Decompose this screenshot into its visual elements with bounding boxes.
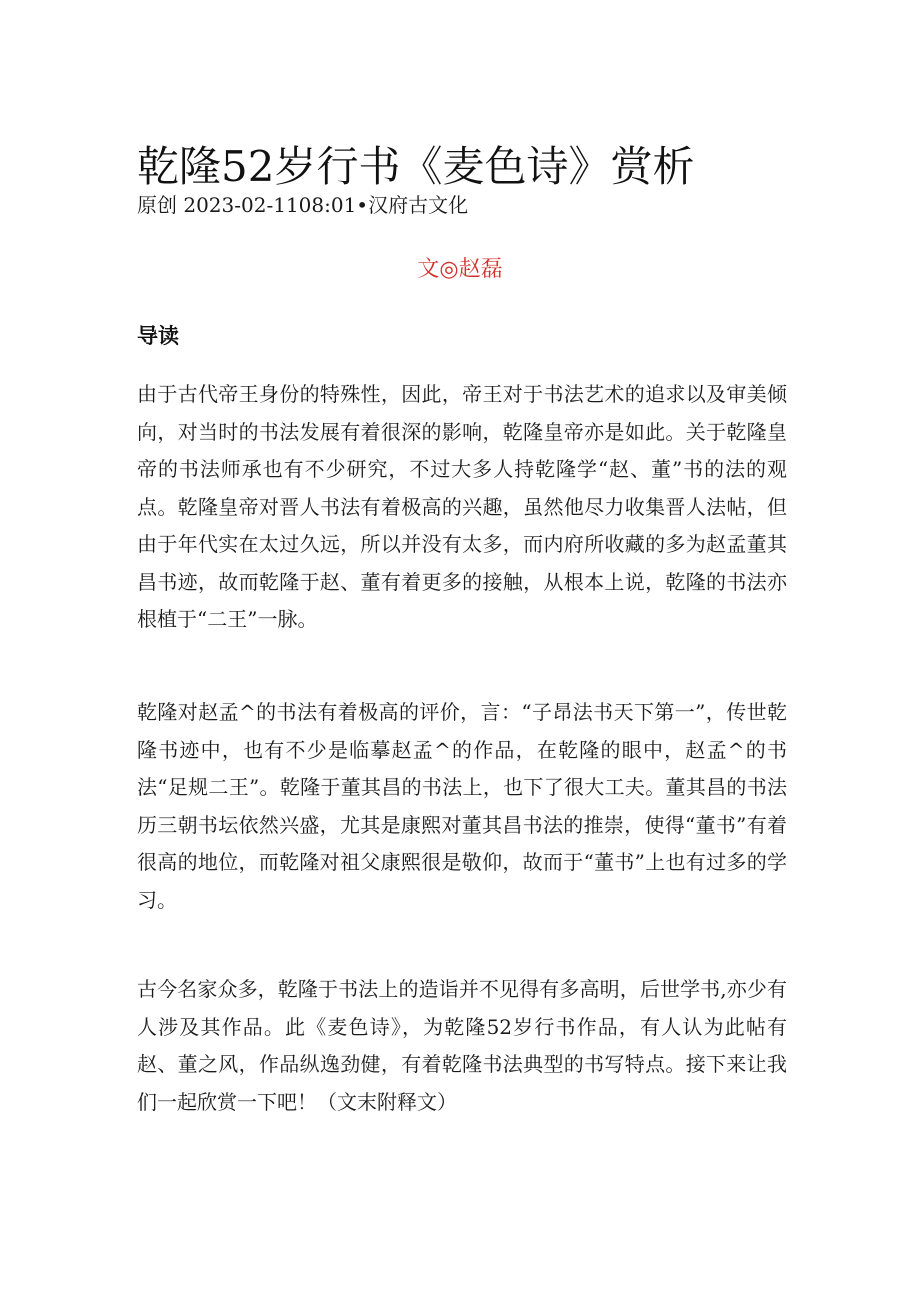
paragraph-3: 古今名家众多，乾隆于书法上的造诣并不见得有多高明，后世学书,亦少有人涉及其作品。此《麦色诗》，为乾隆52岁行书作品，有人认为此帖有赵、董之风，作品纵逸劲健，有着乾隆书法典型的书写特点。接下来让我们一起欣赏一下吧！（文末附释文） — [137, 977, 787, 1114]
article-meta: 原创 2023-02-1108:01•汉府古文化 — [137, 193, 469, 217]
article-title: 乾隆52岁行书《麦色诗》赏析 — [137, 142, 695, 192]
paragraph-2: 乾隆对赵孟^的书法有着极高的评价，言：“子昂法书天下第一”，传世乾隆书迹中，也有不少是临摹赵孟^的作品，在乾隆的眼中，赵孟^的书法“足规二王”。乾隆于董其昌的书法上，也下了很大工夫。董其昌的书法历三朝书坛依然兴盛，尤其是康熙对董其昌书法的推崇，使得“董书”有着很高的地位，而乾隆对祖父康熙很是敬仰，故而于“董书”上也有过多的学习。 — [137, 700, 787, 912]
paragraph-1: 由于古代帝王身份的特殊性，因此，帝王对于书法艺术的追求以及审美倾向，对当时的书法发展有着很深的影响，乾隆皇帝亦是如此。关于乾隆皇帝的书法师承也有不少研究，不过大多人持乾隆学“赵、董”书的法的观点。乾隆皇帝对晋人书法有着极高的兴趣，虽然他尽力收集晋人法帖，但由于年代实在太过久远，所以并没有太多，而内府所收藏的多为赵孟董其昌书迹，故而乾隆于赵、董有着更多的接触，从根本上说，乾隆的书法亦根植于“二王”一脉。 — [137, 382, 787, 631]
section-heading-guide: 导读 — [137, 324, 179, 348]
author-byline: 文◎赵磊 — [417, 257, 503, 282]
